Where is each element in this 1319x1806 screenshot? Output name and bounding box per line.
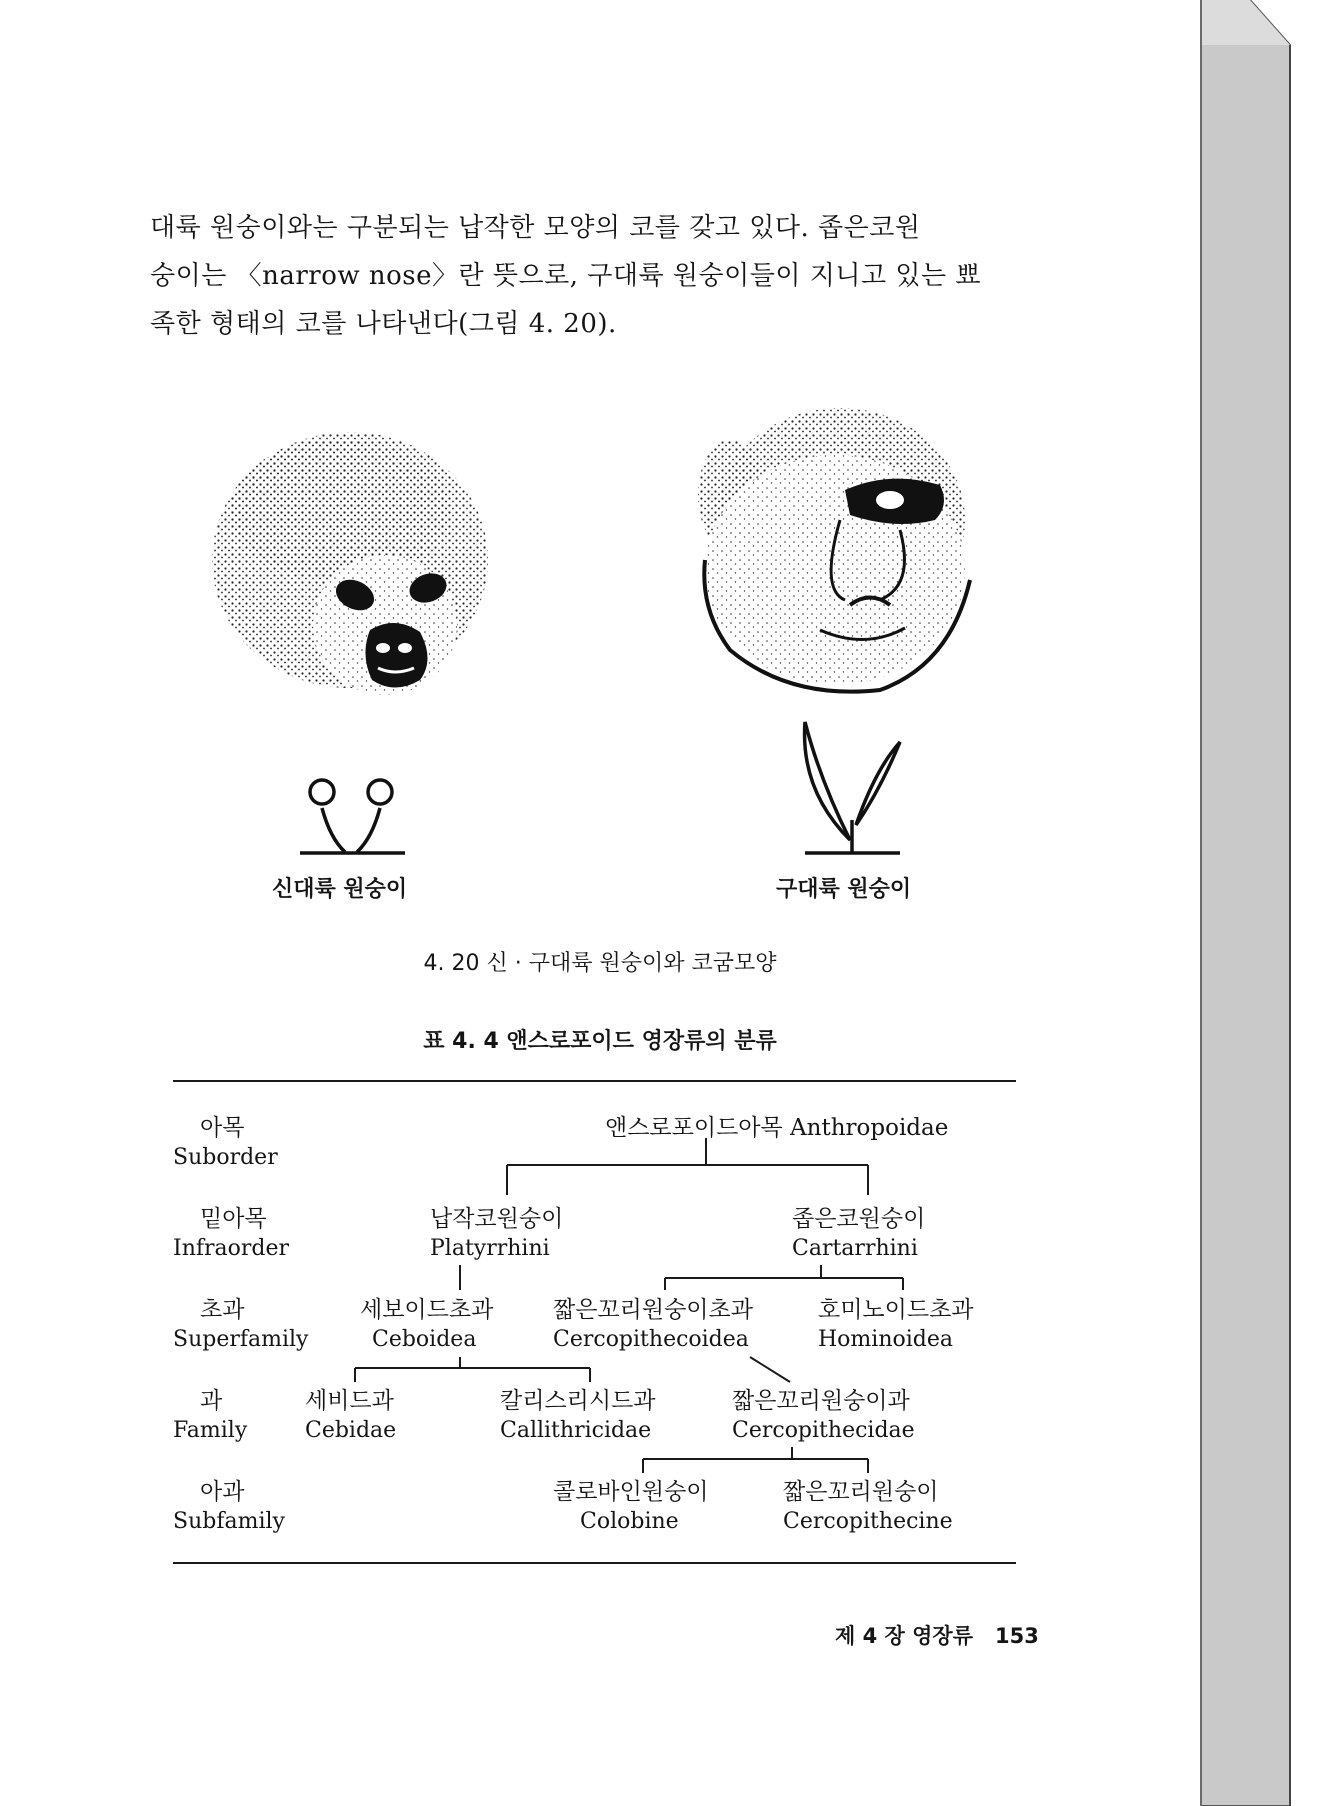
old-world-label: 구대륙 원숭이 (776, 877, 912, 902)
taxon-en-cebidae: Cebidae (305, 1418, 397, 1443)
taxon-en-cercopithecoidea: Cercopithecoidea (553, 1327, 749, 1352)
taxon-en-callithricidae: Callithricidae (500, 1418, 652, 1443)
rank-ko-infraorder: 밑아목 (200, 1206, 267, 1232)
rank-en-superfamily: Superfamily (173, 1327, 309, 1352)
figure-caption: 4. 20 신 · 구대륙 원숭이와 코굼모양 (423, 951, 777, 976)
taxon-ko-cercopithecidae: 짧은꼬리원숭이과 (732, 1388, 910, 1414)
taxon-en-catarrhini: Cartarrhini (792, 1236, 918, 1261)
rank-en-infraorder: Infraorder (173, 1236, 290, 1261)
rank-ko-suborder: 아목 (200, 1115, 245, 1141)
body-line: 숭이는 〈narrow nose〉란 뜻으로, 구대륙 원숭이들이 지니고 있는 뾰 (150, 261, 981, 291)
taxon-ko-ceboidea: 세보이드초과 (360, 1297, 494, 1323)
rank-en-subfamily: Subfamily (173, 1509, 285, 1534)
taxon-ko-platyrrhini: 납작코원숭이 (430, 1206, 564, 1232)
rank-en-suborder: Suborder (173, 1145, 278, 1170)
taxon-ko-cebidae: 세비드과 (305, 1388, 394, 1414)
taxon-ko-cercopithecoidea: 짧은꼬리원숭이초과 (553, 1297, 753, 1323)
taxon-ko-cercopithecine: 짧은꼬리원숭이 (783, 1479, 939, 1505)
taxon-ko-callithricidae: 칼리스리시드과 (500, 1388, 656, 1414)
page-footer (835, 1620, 1039, 1650)
taxon-en-cercopithecine: Cercopithecine (783, 1509, 953, 1534)
rank-en-family: Family (173, 1418, 248, 1443)
taxon-en-platyrrhini: Platyrrhini (430, 1236, 550, 1261)
taxon-ko-catarrhini: 좁은코원숭이 (792, 1206, 926, 1232)
taxon-ko-colobine: 콜로바인원숭이 (553, 1479, 709, 1505)
page-number: 153 (994, 1624, 1039, 1648)
rank-ko-family: 과 (200, 1388, 223, 1414)
new-world-label: 신대륙 원숭이 (272, 877, 408, 902)
taxon-en-hominoidea: Hominoidea (818, 1327, 953, 1352)
taxon-en-colobine: Colobine (580, 1509, 679, 1534)
rank-ko-superfamily: 초과 (200, 1297, 245, 1323)
body-line: 족한 형태의 코를 나타낸다(그림 4. 20). (150, 309, 617, 339)
table-bottom-rule (173, 1562, 1016, 1564)
taxon-ko-hominoidea: 호미노이드초과 (818, 1297, 974, 1323)
rank-ko-subfamily: 아과 (200, 1479, 245, 1505)
body-line: 대륙 원숭이와는 구분되는 납작한 모양의 코를 갖고 있다. 좁은코원 (150, 213, 921, 243)
chapter-title: 제 4 장 영장류 (835, 1624, 973, 1648)
taxon-anthropoidae: 앤스로포이드아목 Anthropoidae (605, 1115, 949, 1141)
taxon-en-ceboidea: Ceboidea (372, 1327, 477, 1352)
table-title: 표 4. 4 앤스로포이드 영장류의 분류 (423, 1029, 777, 1054)
taxon-en-cercopithecidae: Cercopithecidae (732, 1418, 915, 1443)
